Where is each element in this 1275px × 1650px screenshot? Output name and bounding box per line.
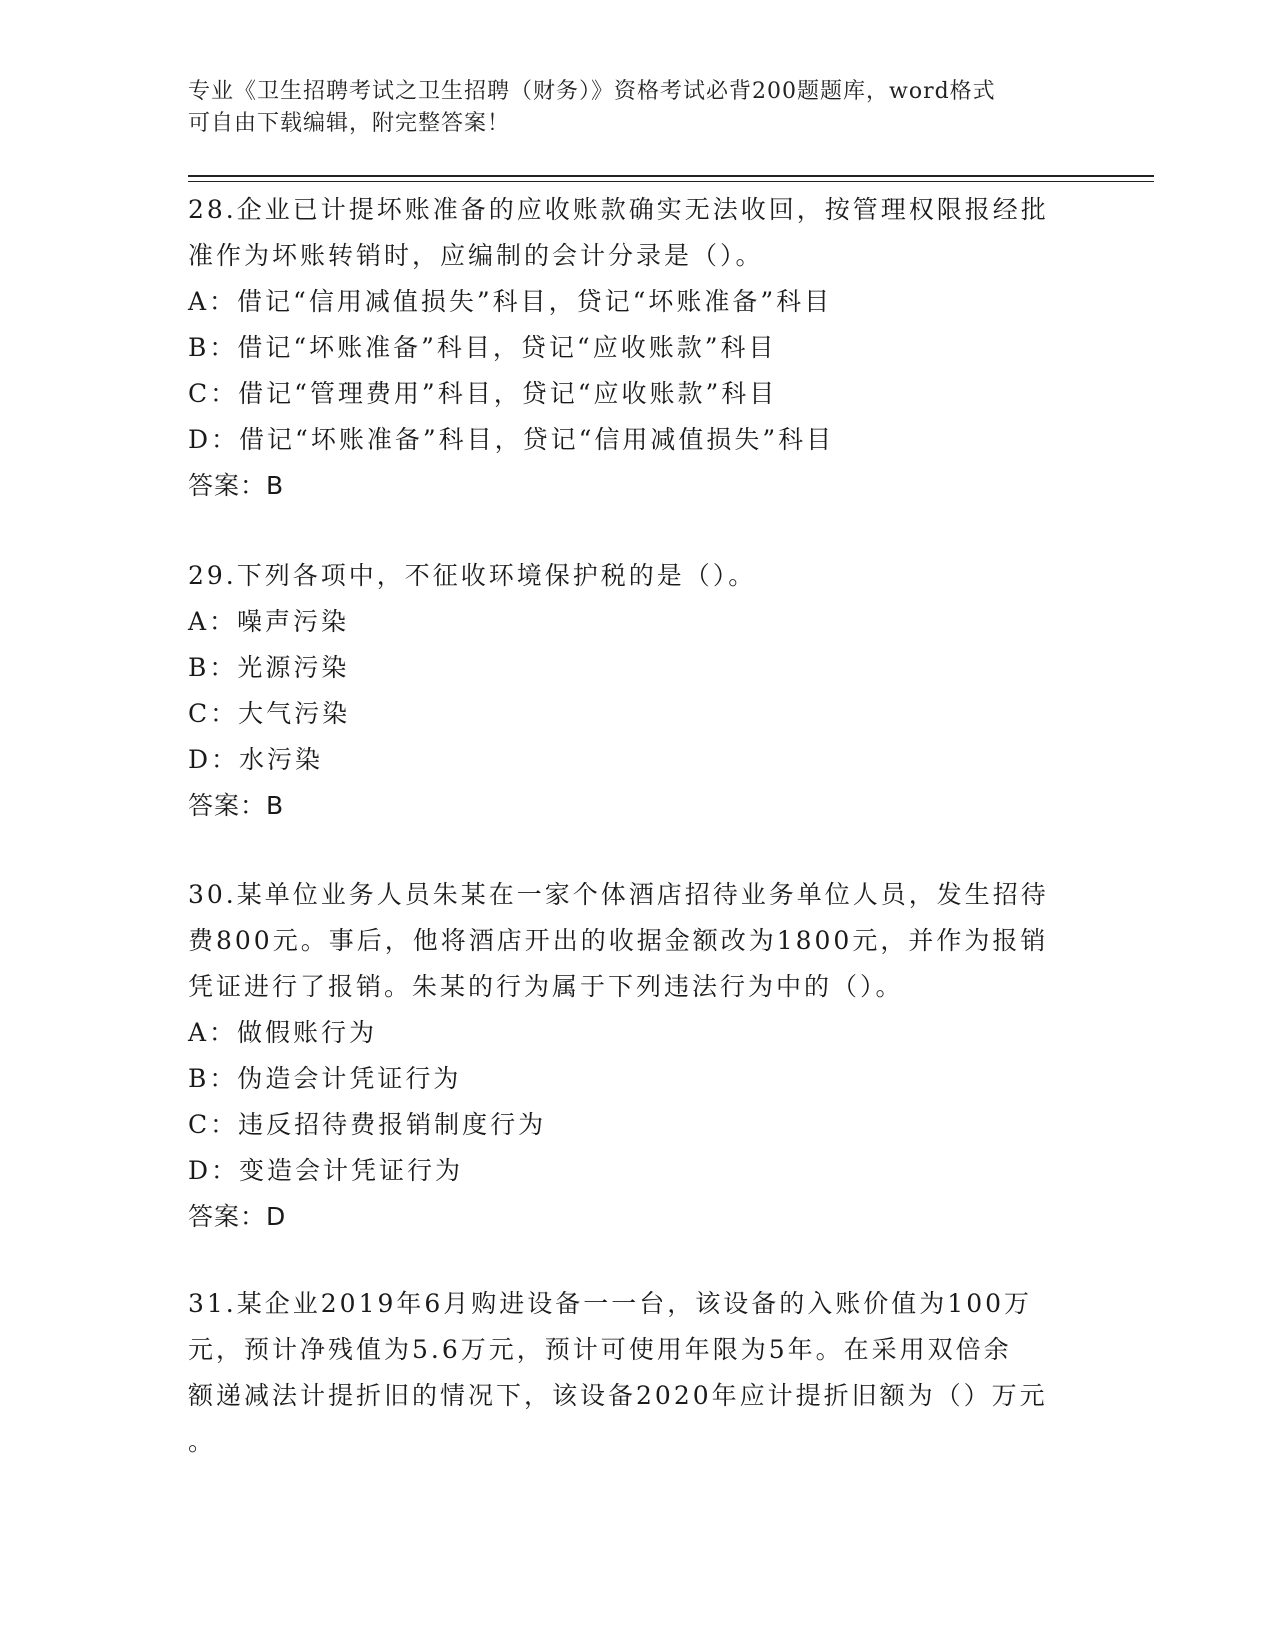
option-d: D：水污染 (188, 745, 324, 774)
option-c: C：违反招待费报销制度行为 (188, 1110, 547, 1139)
question-text-line: 额递减法计提折旧的情况下，该设备2020年应计提折旧额为（）万元 (188, 1381, 1048, 1410)
option-a: A：做假账行为 (188, 1018, 378, 1047)
question-text-line: 费800元。事后，他将酒店开出的收据金额改为1800元，并作为报销 (188, 926, 1049, 955)
question-text-line: 30.某单位业务人员朱某在一家个体酒店招待业务单位人员，发生招待 (188, 880, 1049, 909)
option-b: B：伪造会计凭证行为 (188, 1064, 462, 1093)
question-28 (188, 187, 1088, 509)
option-c: C：借记“管理费用”科目，贷记“应收账款”科目 (188, 379, 778, 408)
option-c: C：大气污染 (188, 699, 351, 728)
answer-label: 答案：B (188, 791, 285, 820)
question-31 (188, 1281, 1088, 1465)
question-text-line: 元，预计净残值为5.6万元，预计可使用年限为5年。在采用双倍余 (188, 1335, 1012, 1364)
question-text-line: 29.下列各项中，不征收环境保护税的是（）。 (188, 561, 757, 590)
header-rule-thin (188, 181, 1154, 182)
option-a: A：噪声污染 (188, 607, 350, 636)
question-text-line: 准作为坏账转销时，应编制的会计分录是（）。 (188, 241, 764, 270)
option-d: D：借记“坏账准备”科目，贷记“信用减值损失”科目 (188, 425, 835, 454)
question-text-line: 31.某企业2019年6月购进设备一一台，该设备的入账价值为100万 (188, 1289, 1033, 1318)
option-a: A：借记“信用减值损失”科目，贷记“坏账准备”科目 (188, 287, 833, 316)
answer-label: 答案：B (188, 471, 285, 500)
question-text-line: 28.企业已计提坏账准备的应收账款确实无法收回，按管理权限报经批 (188, 195, 1049, 224)
option-d: D：变造会计凭证行为 (188, 1156, 464, 1185)
document-header (188, 76, 1068, 140)
header-line-2: 可自由下载编辑，附完整答案！ (188, 111, 511, 136)
option-b: B：借记“坏账准备”科目，贷记“应收账款”科目 (188, 333, 777, 362)
question-text-line: 凭证进行了报销。朱某的行为属于下列违法行为中的（）。 (188, 972, 904, 1001)
option-b: B：光源污染 (188, 653, 350, 682)
header-line-1: 专业《卫生招聘考试之卫生招聘（财务）》资格考试必背200题题库，word格式 (188, 79, 996, 104)
question-30 (188, 872, 1088, 1240)
answer-label: 答案：D (188, 1202, 287, 1231)
header-rule-thick (188, 175, 1154, 177)
question-text-line: 。 (188, 1427, 217, 1456)
question-29 (188, 553, 1088, 829)
